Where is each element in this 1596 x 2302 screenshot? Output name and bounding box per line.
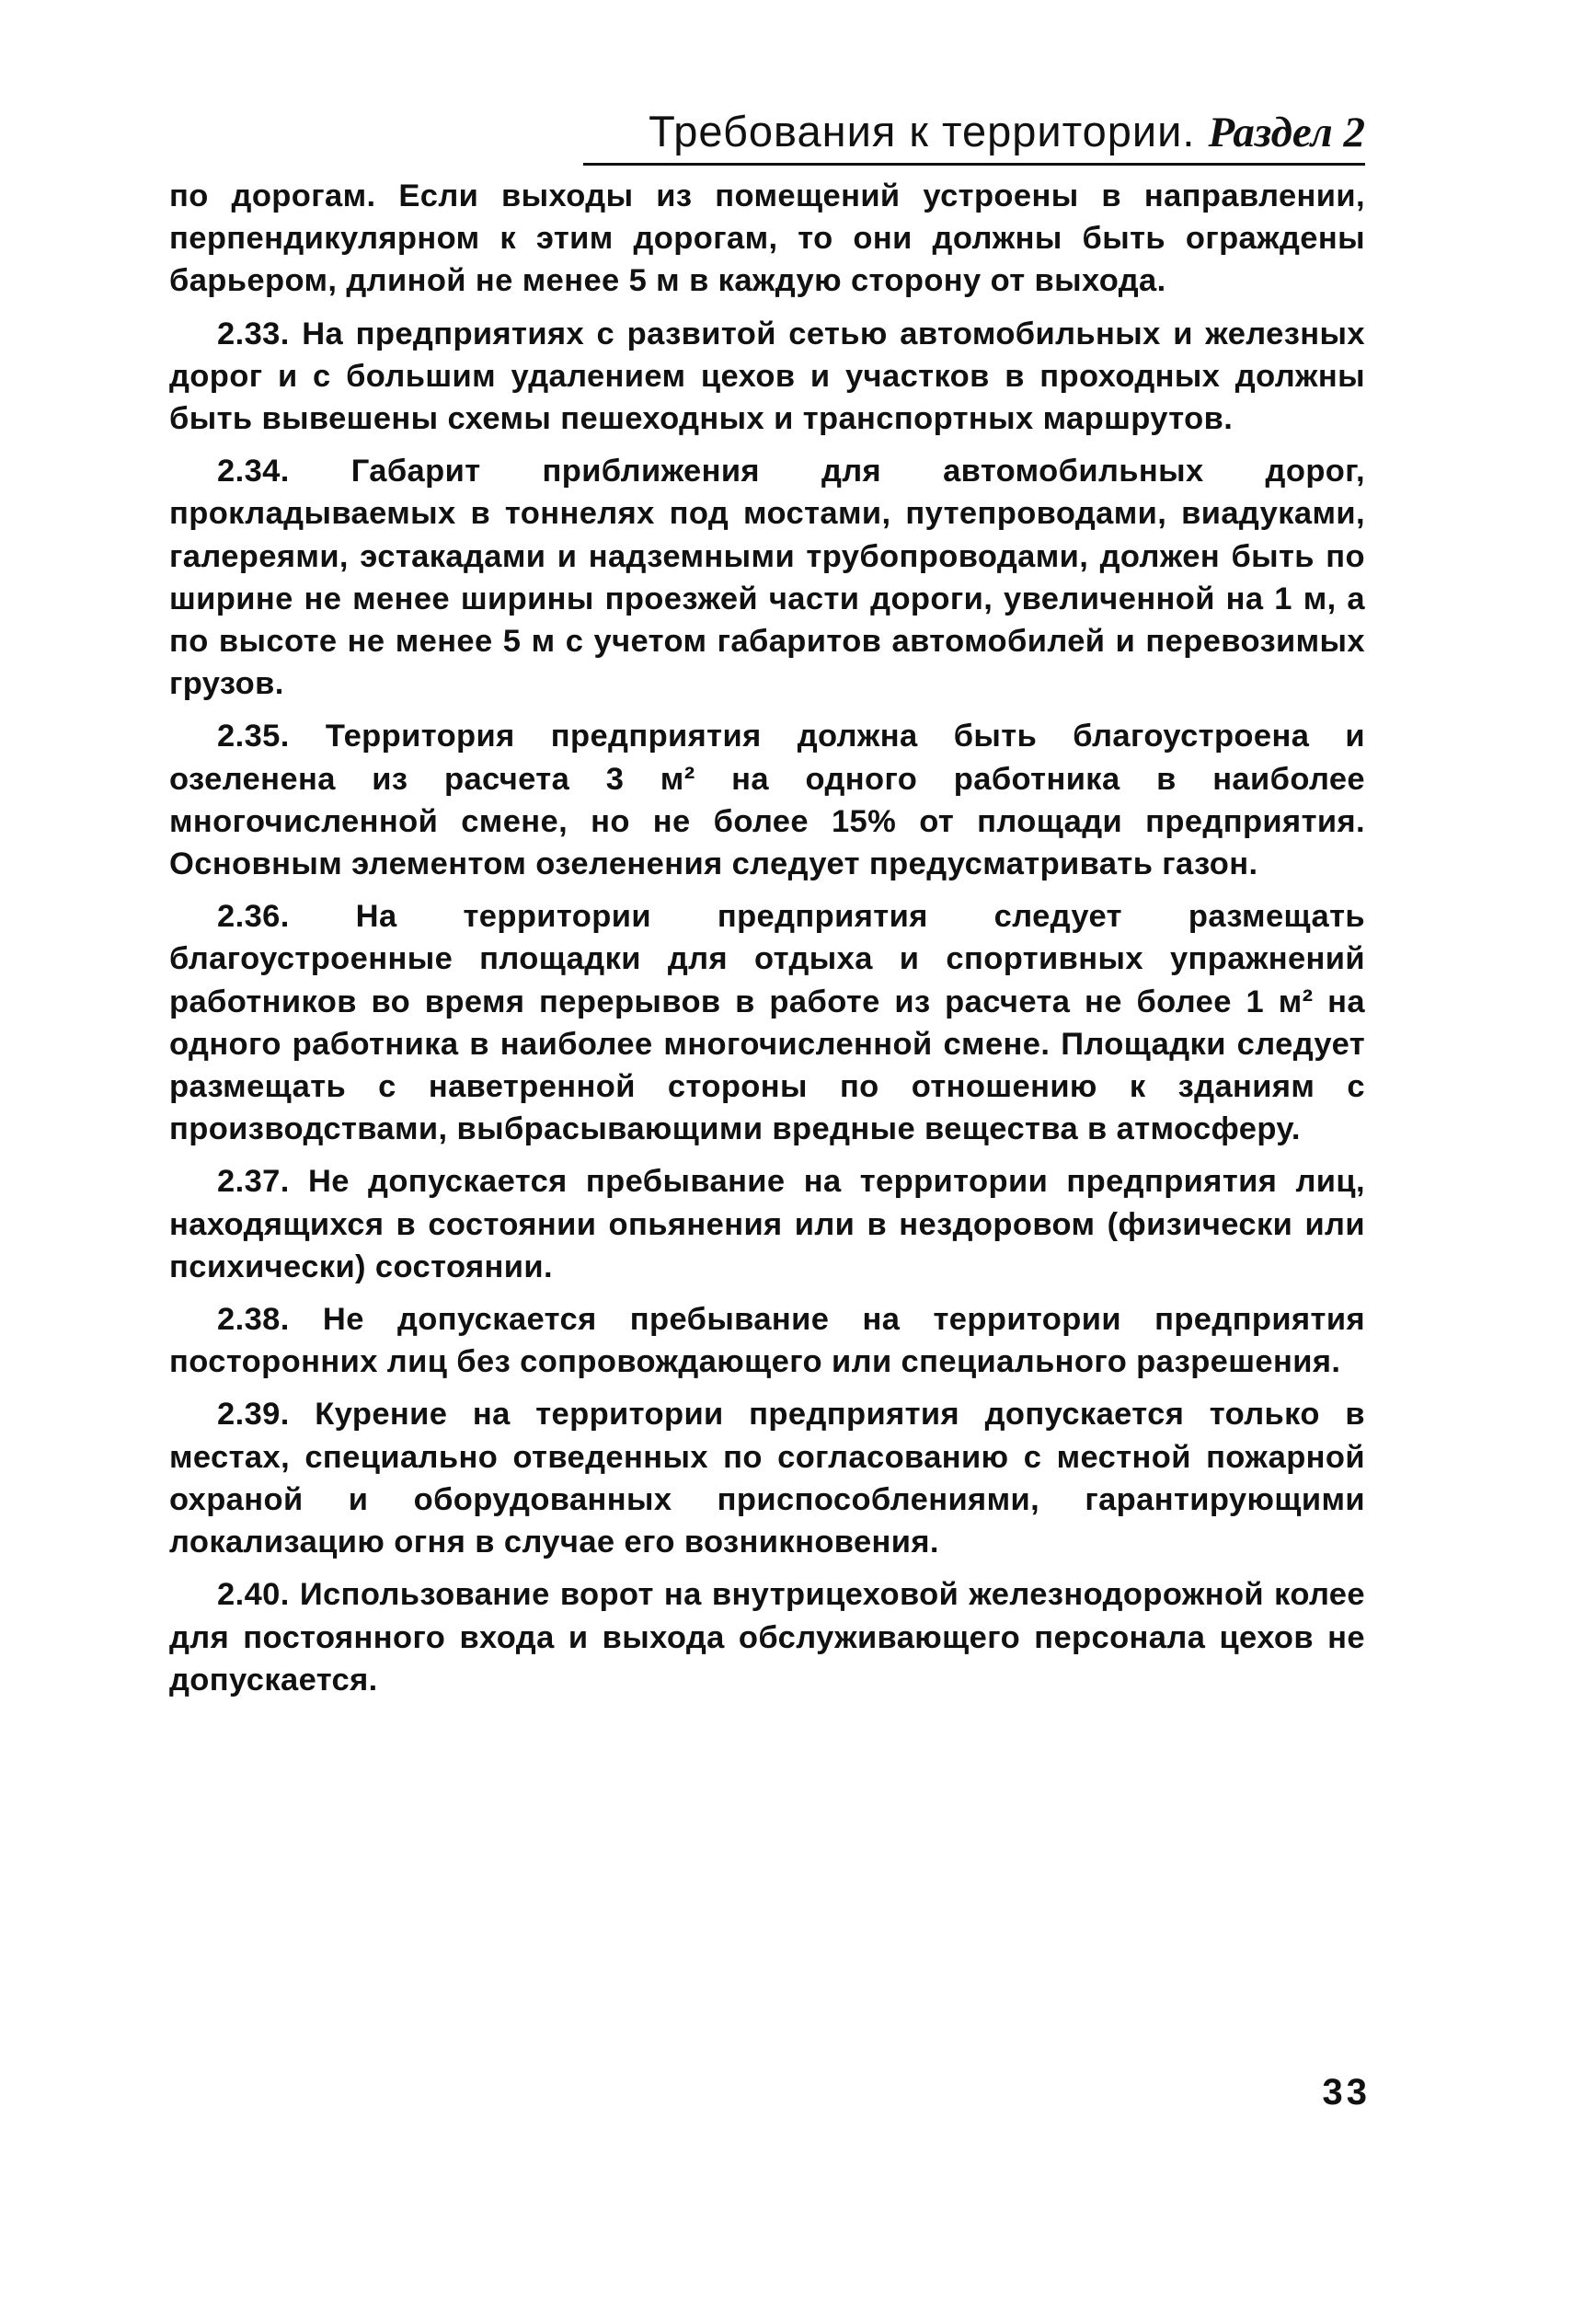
paragraph-number: 2.40.	[217, 1577, 290, 1613]
paragraph-text: Не допускается пребывание на территории предприятия посторонних лиц без сопровождающего или специального разрешения.	[169, 1302, 1365, 1380]
paragraph-number: 2.37.	[217, 1164, 290, 1200]
paragraph-2-33	[169, 313, 1365, 441]
paragraph-2-39	[169, 1393, 1365, 1563]
paragraph-2-36	[169, 895, 1365, 1150]
paragraph-2-38	[169, 1298, 1365, 1383]
paragraph-text: Территория предприятия должна быть благоустроена и озеленена из расчета 3 м² на одного работника в наиболее многочисленной смене, но не более 15% от площади предприятия. Основным элементом озеленения следует предусматривать газон.	[169, 719, 1365, 882]
paragraph-number: 2.38.	[217, 1302, 290, 1338]
paragraph-text: Курение на территории предприятия допускается только в местах, специально отведенных по согласованию с местной пожарной охраной и оборудованных приспособлениями, гарантирующими локализацию огня в случае его возникновения.	[169, 1397, 1365, 1560]
paragraph-number: 2.33.	[217, 316, 290, 351]
paragraph-text: по дорогам. Если выходы из помещений устроены в направлении, перпендикулярном к этим дорогам, то они должны быть ограждены барьером, длиной не менее 5 м в каждую сторону от выхода.	[169, 178, 1365, 299]
paragraph-2-37	[169, 1160, 1365, 1288]
paragraph-number: 2.39.	[217, 1397, 290, 1433]
body-text	[169, 175, 1365, 1701]
paragraph-text: На территории предприятия следует размещать благоустроенные площадки для отдыха и спортивных упражнений работников во время перерывов в работе из расчета не более 1 м² на одного работника в наиболее многочисленной смене. Площадки следует размещать с наветренной стороны по отношению к зданиям с производствами, выбрасывающими вредные вещества в атмосферу.	[169, 899, 1365, 1147]
paragraph-2-40	[169, 1573, 1365, 1701]
header-section: Раздел 2	[1208, 109, 1365, 156]
document-page	[169, 103, 1365, 1711]
paragraph-number: 2.36.	[217, 899, 290, 935]
paragraph-text: Не допускается пребывание на территории предприятия лиц, находящихся в состоянии опьянения или в нездоровом (физически или психически) состоянии.	[169, 1164, 1365, 1284]
paragraph-number: 2.35.	[217, 719, 290, 754]
page-number: 33	[1322, 2072, 1371, 2112]
header-title: Требования к территории.	[649, 107, 1196, 155]
paragraph-text: Габарит приближения для автомобильных дорог, прокладываемых в тоннелях под мостами, путепроводами, виадуками, галереями, эстакадами и надземными трубопроводами, должен быть по ширине не менее ширины проезжей части дороги, увеличенной на 1 м, а по высоте не менее 5 м с учетом габаритов автомобилей и перевозимых грузов.	[169, 454, 1365, 702]
paragraph-text: Использование ворот на внутрицеховой железнодорожной колее для постоянного входа и выхода обслуживающего персонала цехов не допускается.	[169, 1577, 1365, 1698]
paragraph-2-35	[169, 715, 1365, 885]
paragraph-continuation	[169, 175, 1365, 303]
running-header	[583, 103, 1365, 166]
paragraph-text: На предприятиях с развитой сетью автомобильных и железных дорог и с большим удалением цехов и участков в проходных должны быть вывешены схемы пешеходных и транспортных маршрутов.	[169, 316, 1365, 437]
paragraph-2-34	[169, 450, 1365, 705]
paragraph-number: 2.34.	[217, 454, 290, 489]
